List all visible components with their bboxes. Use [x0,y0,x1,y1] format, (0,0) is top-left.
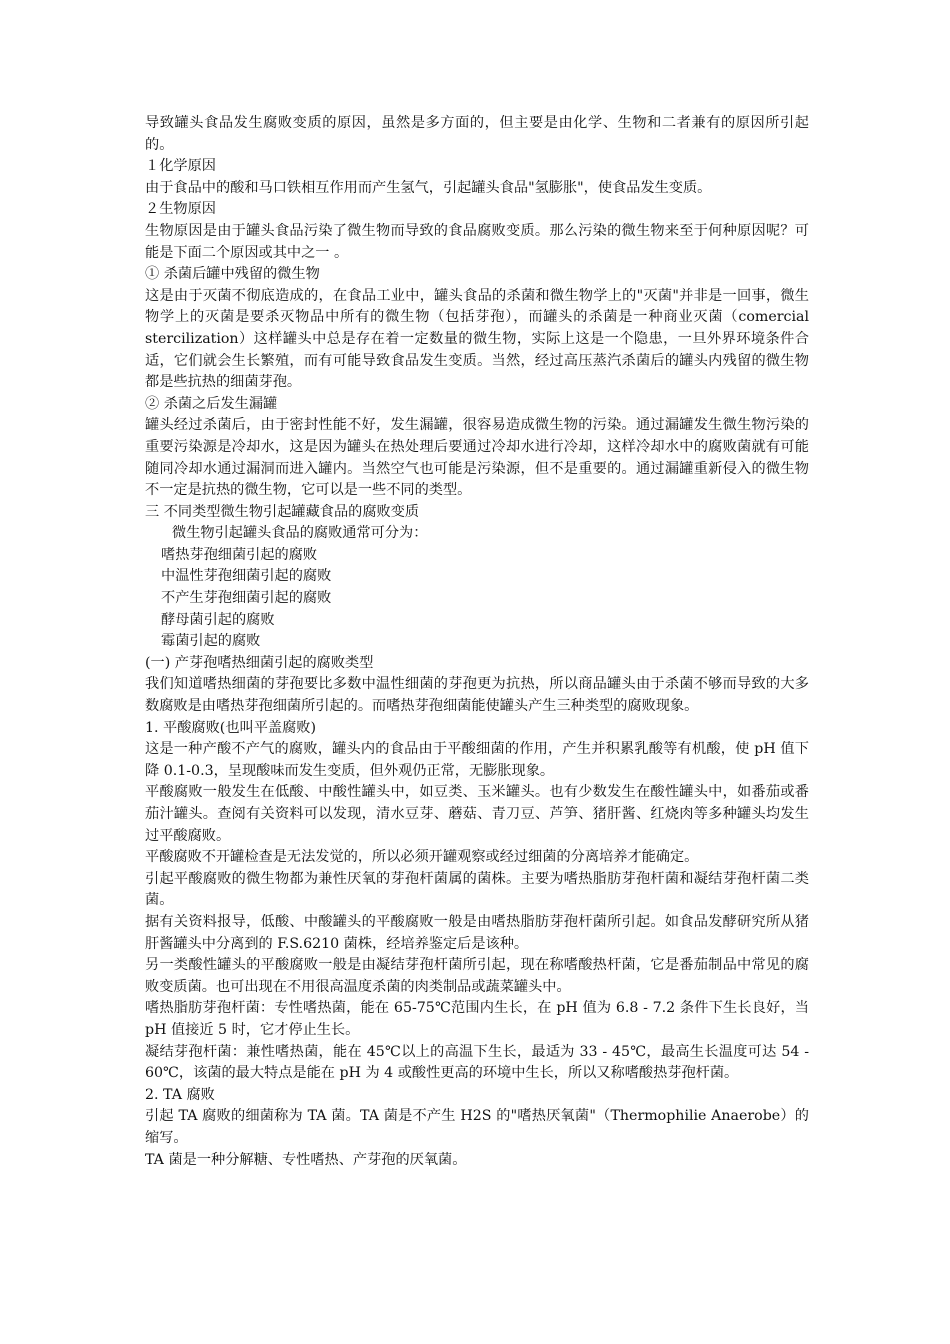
heading-residual-microbes: ① 杀菌后罐中残留的微生物 [145,266,320,283]
chemical-cause-paragraph: 由于食品中的酸和马口铁相互作用而产生氢气，引起罐头食品"氢膨胀"，使食品发生变质。 [145,179,712,196]
spoilage-type-item: 不产生芽孢细菌引起的腐败 [161,590,332,607]
flat-sour-paragraph-1: 这是一种产酸不产气的腐败，罐头内的食品由于平酸细菌的作用，产生并积累乳酸等有机酸，使 pH 值下降 0.1-0.3，呈现酸味而发生变质，但外观仍正常，无膨胀现象。 [145,741,809,779]
can-leakage-paragraph: 罐头经过杀菌后，由于密封性能不好，发生漏罐，很容易造成微生物的污染。通过漏罐发生微生物污染的重要污染源是冷却水，这是因为罐头在热处理后要通过冷却水进行冷却，这样冷却水中的腐败菌就有可能随同冷却水通过漏洞而进入罐内。当然空气也可能是污染源，但不是重要的。通过漏罐重新侵入的微生物不一定是抗热的微生物，它可以是一些不同的类型。 [145,417,809,499]
coagulans-paragraph: 凝结芽孢杆菌：兼性嗜热菌，能在 45℃以上的高温下生长，最适为 33 - 45℃，最高生长温度可达 54 - 60℃，该菌的最大特点是能在 pH 为 4 或酸性更高的环境中生长，所以又称嗜酸热芽孢杆菌。 [145,1043,809,1082]
spoilage-type-item: 霉菌引起的腐败 [161,633,261,650]
subsection-one-heading: (一) 产芽孢嗜热细菌引起的腐败类型 [145,654,374,671]
heading-can-leakage: ② 杀菌之后发生漏罐 [145,395,278,412]
section-three-heading: 三 不同类型微生物引起罐藏食品的腐败变质 [145,503,420,520]
spoilage-type-item: 嗜热芽孢细菌引起的腐败 [161,546,318,563]
thermophilic-intro-paragraph: 我们知道嗜热细菌的芽孢要比多数中温性细菌的芽孢更为抗热，所以商品罐头由于杀菌不够而导致的大多数腐败是由嗜热芽孢细菌所引起的。而嗜热芽孢细菌能使罐头产生三种类型的腐败现象。 [145,676,809,715]
flat-sour-paragraph-6: 另一类酸性罐头的平酸腐败一般是由凝结芽孢杆菌所引起，现在称嗜酸热杆菌，它是番茄制品中常见的腐败变质菌。也可出现在不用很高温度杀菌的肉类制品或蔬菜罐头中。 [145,957,809,995]
stearothermophilus-paragraph: 嗜热脂肪芽孢杆菌：专性嗜热菌，能在 65-75℃范围内生长，在 pH 值为 6.8 - 7.2 条件下生长良好，当 pH 值接近 5 时，它才停止生长。 [145,1000,809,1038]
intro-paragraph: 导致罐头食品发生腐败变质的原因，虽然是多方面的，但主要是由化学、生物和二者兼有的原因所引起的。 [145,115,809,153]
flat-sour-paragraph-5: 据有关资料报导，低酸、中酸罐头的平酸腐败一般是由嗜热脂肪芽孢杆菌所引起。如食品发酵研究所从猪肝酱罐头中分离到的 F.S.6210 菌株，经培养鉴定后是该种。 [145,913,809,952]
residual-microbes-paragraph: 这是由于灭菌不彻底造成的，在食品工业中，罐头食品的杀菌和微生物学上的"灭菌"并非是一回事，微生物学上的灭菌是要杀灭物品中所有的微生物（包括芽孢），而罐头的杀菌是一种商业灭菌（comercial stercilization）这样罐头中总是存在着一定数量的微生物，实际上这是一个隐患，一旦外界环境条件合适，它们就会生长繁殖，而有可能导致食品发生变质。当然，经过高压蒸汽杀菌后的罐头内残留的微生物都是些抗热的细菌芽孢。 [145,287,809,391]
heading-chemical-cause: １化学原因 [145,158,216,175]
flat-sour-paragraph-3: 平酸腐败不开罐检查是无法发觉的，所以必须开罐观察或经过细菌的分离培养才能确定。 [145,849,699,866]
flat-sour-paragraph-4: 引起平酸腐败的微生物都为兼性厌氧的芽孢杆菌属的菌株。主要为嗜热脂肪芽孢杆菌和凝结芽孢杆菌二类菌。 [145,870,809,909]
ta-spoilage-paragraph-2: TA 菌是一种分解糖、专性嗜热、产芽孢的厌氧菌。 [145,1151,467,1168]
flat-sour-paragraph-2: 平酸腐败一般发生在低酸、中酸性罐头中，如豆类、玉米罐头。也有少数发生在酸性罐头中，如番茄或番茄汁罐头。查阅有关资料可以发现，清水豆芽、蘑菇、青刀豆、芦笋、猪肝酱、红烧肉等多种罐头均发生过平酸腐败。 [145,784,809,844]
biological-cause-paragraph: 生物原因是由于罐头食品污染了微生物而导致的食品腐败变质。那么污染的微生物来至于何种原因呢？可能是下面二个原因或其中之一 。 [145,222,809,261]
ta-spoilage-heading: 2. TA 腐败 [145,1086,215,1103]
spoilage-types-intro: 微生物引起罐头食品的腐败通常可分为： [172,525,428,542]
heading-biological-cause: ２生物原因 [145,201,216,218]
spoilage-type-item: 中温性芽孢细菌引起的腐败 [161,568,332,585]
flat-sour-heading: 1. 平酸腐败(也叫平盖腐败) [145,719,316,736]
spoilage-type-item: 酵母菌引起的腐败 [161,611,275,628]
document-page [145,113,809,1171]
ta-spoilage-paragraph-1: 引起 TA 腐败的细菌称为 TA 菌。TA 菌是不产生 H2S 的"嗜热厌氧菌"（Thermophilie Anaerobe）的缩写。 [145,1108,809,1146]
